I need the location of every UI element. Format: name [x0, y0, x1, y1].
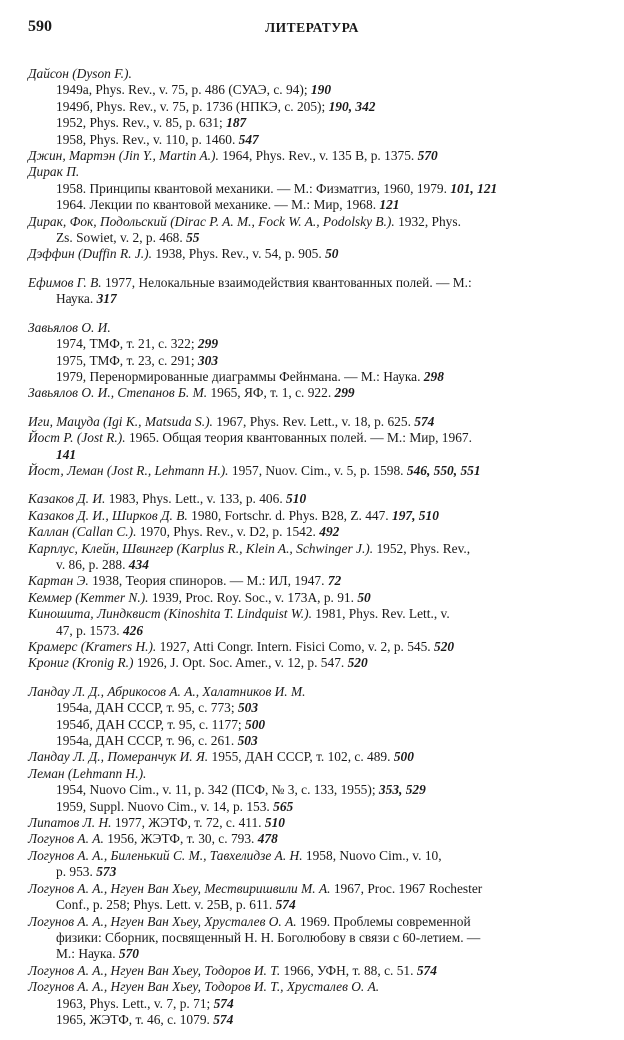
author-name: Липатов Л. Н. [28, 815, 112, 831]
bibliography-line [28, 82, 588, 98]
page-reference: 574 [414, 413, 435, 429]
citation-text: 1979, Перенормированные диаграммы Фейнмана. — М.: Наука. [56, 368, 421, 384]
citation-text: 1958, Nuovo Cim., v. 10, [305, 847, 442, 863]
bibliography-line [28, 197, 588, 213]
citation-text: 1949б, Phys. Rev., v. 75, p. 1736 (НПКЭ, с. 205); [56, 98, 326, 114]
citation-text: 1980, Fortschr. d. Phys. B28, Z. 447. [191, 507, 389, 523]
citation-text: 1965, ЯФ, т. 1, с. 922. [210, 385, 332, 401]
bibliography-line [28, 881, 588, 897]
page-reference: 197, 510 [392, 507, 439, 523]
citation-text: 1954a, ДАН СССР, т. 96, с. 261. [56, 733, 235, 749]
author-name: Леман (Lehmann H.). [28, 765, 147, 781]
author-name: Логунов А. А., Биленький С. М., Тавхелидзе А. Н. [28, 847, 303, 863]
bibliography-line [28, 66, 588, 82]
citation-text: 1958, Phys. Rev., v. 110, p. 1460. [56, 131, 236, 147]
page-reference: 478 [257, 831, 278, 847]
citation-text: 1939, Proc. Roy. Soc., v. 173A, p. 91. [151, 589, 354, 605]
bibliography-line [28, 246, 588, 262]
author-name: Ландау Л. Д., Абрикосов А. А., Халатников И. М. [28, 683, 306, 699]
author-name: Логунов А. А., Нгуен Ван Хьеу, Тодоров И. Т. [28, 962, 281, 978]
author-name: Киношита, Линдквист (Kinoshita T. Lindquist W.). [28, 606, 312, 622]
bibliography-line [28, 275, 588, 291]
page-reference: 434 [128, 556, 149, 572]
citation-text: 1964, Phys. Rev., v. 135 B, p. 1375. [222, 148, 415, 164]
bibliography-line [28, 623, 588, 639]
bibliography-line [28, 946, 588, 962]
author-name: Йост, Леман (Jost R., Lehmann H.). [28, 462, 229, 478]
bibliography-line [28, 815, 588, 831]
bibliography-line [28, 733, 588, 749]
bibliography-line [28, 864, 588, 880]
bibliography-line [28, 524, 588, 540]
page-reference: 50 [357, 589, 371, 605]
bibliography-group [28, 320, 588, 402]
citation-text: 1981, Phys. Rev. Lett., v. [315, 606, 450, 622]
citation-text: 1965. Общая теория квантованных полей. — М.: Мир, 1967. [128, 430, 472, 446]
citation-text: 1952, Phys. Rev., [376, 540, 471, 556]
author-name: Карплус, Клейн, Швингер (Karplus R., Klein A., Schwinger J.). [28, 540, 374, 556]
page-reference: 546, 550, 551 [406, 462, 481, 478]
page-reference: 520 [347, 655, 368, 671]
page-reference: 520 [434, 639, 455, 654]
author-name: Завьялов О. И. [28, 319, 111, 335]
author-name: Казаков Д. И. [28, 491, 106, 507]
bibliography-line [28, 684, 588, 700]
page-reference: 299 [334, 385, 355, 401]
bibliography-group [28, 275, 588, 308]
page-reference: 574 [213, 1011, 234, 1027]
author-name: Ефимов Г. В. [28, 274, 102, 290]
citation-text: 1927, Atti Congr. Intern. Fisici Como, v. 2, p. 545. [159, 639, 431, 654]
bibliography-line [28, 700, 588, 716]
citation-text: 1970, Phys. Rev., v. D2, p. 1542. [139, 524, 316, 540]
bibliography-line [28, 831, 588, 847]
bibliography-line [28, 132, 588, 148]
author-name: Логунов А. А., Нгуен Ван Хьеу, Мествиришвили М. А. [28, 880, 331, 896]
page-reference: 101, 121 [450, 180, 498, 196]
bibliography-line [28, 655, 588, 671]
citation-text: 1954a, ДАН СССР, т. 95, с. 773; [56, 700, 235, 716]
author-name: Дэффин (Duffin R. J.). [28, 246, 152, 262]
citation-text: Zs. Sowiet, v. 2, p. 468. [56, 230, 183, 246]
citation-text: физики: Сборник, посвященный Н. Н. Боголюбову в связи с 60-летием. — [56, 929, 481, 945]
bibliography-line [28, 766, 588, 782]
bibliography-group [28, 414, 588, 480]
page-title: ЛИТЕРАТУРА [265, 20, 359, 35]
author-name: Казаков Д. И., Ширков Д. В. [28, 507, 188, 523]
citation-text: 1969. Проблемы современной [300, 913, 471, 929]
page-reference: 187 [226, 115, 247, 131]
author-name: Каллан (Callan C.). [28, 524, 137, 540]
citation-text: М.: Наука. [56, 946, 116, 962]
page-reference: 574 [416, 962, 437, 978]
citation-text: 1938, Phys. Rev., v. 54, p. 905. [155, 246, 322, 262]
page-reference: 573 [96, 864, 117, 880]
bibliography-line [28, 717, 588, 733]
bibliography-line [28, 914, 588, 930]
bibliography-group [28, 66, 588, 263]
bibliography-line [28, 979, 588, 995]
bibliography-line [28, 291, 588, 307]
bibliography-line [28, 491, 588, 507]
bibliography-line [28, 447, 588, 463]
page-reference: 72 [327, 573, 342, 589]
bibliography-line [28, 508, 588, 524]
page-reference: 426 [122, 622, 144, 638]
bibliography-line [28, 963, 588, 979]
bibliography-group [28, 684, 588, 1029]
author-name: Крамерс (Kramers H.). [28, 639, 157, 654]
page-reference: 50 [325, 246, 339, 262]
page-reference: 190 [310, 82, 332, 98]
bibliography-line [28, 606, 588, 622]
bibliography-line [28, 115, 588, 131]
page-reference: 574 [275, 897, 296, 913]
bibliography-line [28, 230, 588, 246]
page-reference: 303 [197, 352, 219, 368]
page-reference: 492 [319, 524, 340, 540]
page-reference: 500 [393, 749, 414, 765]
bibliography-line [28, 414, 588, 430]
citation-text: 1957, Nuov. Cim., v. 5, p. 1598. [231, 462, 404, 478]
page-reference: 190, 342 [328, 98, 376, 114]
page-reference: 500 [245, 716, 266, 732]
citation-text: 1949a, Phys. Rev., v. 75, p. 486 (СУАЭ, с. 94); [56, 82, 308, 98]
citation-text: 1977, ЖЭТФ, т. 72, с. 411. [114, 815, 262, 831]
author-name: Картан Э. [28, 573, 89, 589]
citation-text: Наука. [56, 291, 94, 307]
page-reference: 570 [417, 148, 438, 164]
bibliography-line [28, 353, 588, 369]
bibliography-line [28, 541, 588, 557]
citation-text: 1964. Лекции по квантовой механике. — М.: Мир, 1968. [56, 197, 377, 213]
author-name: Ландау Л. Д., Померанчук И. Я. [28, 749, 209, 765]
citation-text: p. 953. [56, 864, 93, 880]
author-name: Джин, Мартэн (Jin Y., Martin A.). [28, 148, 219, 164]
page-reference: 141 [56, 446, 77, 462]
citation-text: 1965, ЖЭТФ, т. 46, с. 1079. [56, 1011, 210, 1027]
bibliography-line [28, 214, 588, 230]
page-reference: 570 [118, 946, 139, 962]
bibliography-line [28, 320, 588, 336]
page-reference: 298 [423, 368, 444, 384]
citation-text: 1955, ДАН СССР, т. 102, с. 489. [211, 749, 391, 765]
citation-text: 1959, Suppl. Nuovo Cim., v. 14, p. 153. [56, 798, 270, 814]
citation-text: 1956, ЖЭТФ, т. 30, с. 793. [107, 831, 255, 847]
bibliography-line [28, 590, 588, 606]
bibliography-line [28, 848, 588, 864]
bibliography-line [28, 385, 588, 401]
page-header [28, 18, 596, 42]
citation-text: 47, p. 1573. [56, 622, 120, 638]
citation-text: 1983, Phys. Lett., v. 133, p. 406. [108, 491, 283, 507]
bibliography-line [28, 749, 588, 765]
bibliography-line [28, 463, 588, 479]
citation-text: 1938, Теория спиноров. — М.: ИЛ, 1947. [92, 573, 325, 589]
citation-text: Conf., p. 258; Phys. Lett. v. 25B, p. 611. [56, 897, 273, 913]
page-reference: 503 [237, 733, 258, 749]
bibliography-line [28, 996, 588, 1012]
bibliography-line [28, 573, 588, 589]
bibliography-line [28, 369, 588, 385]
citation-text: 1967, Phys. Rev. Lett., v. 18, p. 625. [216, 413, 411, 429]
page-reference: 510 [286, 491, 307, 507]
author-name: Дирак, Фок, Подольский (Dirac P. A. M., Fock W. A., Podolsky B.). [28, 213, 395, 229]
citation-text: 1954б, ДАН СССР, т. 95, с. 1177; [56, 716, 242, 732]
page-reference: 317 [96, 291, 117, 307]
author-name: Логунов А. А. [28, 831, 104, 847]
bibliography-line [28, 930, 588, 946]
bibliography-line [28, 164, 588, 180]
page-reference: 565 [273, 798, 294, 814]
page-number: 590 [28, 18, 52, 35]
bibliography-line [28, 99, 588, 115]
page-reference: 55 [186, 230, 200, 246]
citation-text: 1952, Phys. Rev., v. 85, p. 631; [56, 115, 223, 131]
citation-text: 1967, Proc. 1967 Rochester [333, 880, 483, 896]
bibliography-line [28, 181, 588, 197]
citation-text: 1974, ТМФ, т. 21, с. 322; [56, 336, 195, 352]
citation-text: 1958. Принципы квантовой механики. — М.: Физматгиз, 1960, 1979. [56, 180, 447, 196]
page-reference: 353, 529 [378, 782, 426, 798]
citation-text: 1975, ТМФ, т. 23, с. 291; [56, 352, 195, 368]
bibliography-line [28, 1012, 588, 1028]
author-name: Крониг (Kronig R.) [28, 655, 134, 671]
page-reference: 510 [264, 815, 285, 831]
author-name: Иги, Мацуда (Igi K., Matsuda S.). [28, 413, 213, 429]
bibliography-line [28, 799, 588, 815]
author-name: Дайсон (Dyson F.). [28, 66, 132, 81]
page-reference: 547 [238, 131, 259, 147]
citation-text: 1963, Phys. Lett., v. 7, p. 71; [56, 995, 211, 1011]
page-reference: 574 [213, 995, 234, 1011]
page-reference: 121 [379, 197, 400, 213]
citation-text: 1977, Нелокальные взаимодействия квантованных полей. — М.: [104, 274, 472, 290]
author-name: Кеммер (Kemmer N.). [28, 589, 149, 605]
bibliography-line [28, 148, 588, 164]
author-name: Завьялов О. И., Степанов Б. М. [28, 385, 208, 401]
page-reference: 299 [197, 336, 219, 352]
bibliography-line [28, 782, 588, 798]
author-name: Логунов А. А., Нгуен Ван Хьеу, Хрусталев О. А. [28, 913, 297, 929]
author-name: Дирак П. [28, 164, 80, 180]
bibliography-line [28, 336, 588, 352]
bibliography-group [28, 491, 588, 671]
citation-text: 1966, УФН, т. 88, с. 51. [283, 962, 414, 978]
citation-text: v. 86, p. 288. [56, 556, 126, 572]
author-name: Йост Р. (Jost R.). [28, 430, 126, 446]
bibliography-line [28, 639, 588, 655]
citation-text: 1932, Phys. [398, 213, 461, 229]
bibliography-line [28, 557, 588, 573]
page-reference: 503 [237, 700, 259, 716]
citation-text: 1926, J. Opt. Soc. Amer., v. 12, p. 547. [136, 655, 345, 671]
author-name: Логунов А. А., Нгуен Ван Хьеу, Тодоров И. Т., Хрусталев О. А. [28, 979, 380, 995]
bibliography-list [28, 66, 588, 1040]
citation-text: 1954, Nuovo Cim., v. 11, p. 342 (ПСФ, № 3, с. 133, 1955); [56, 782, 376, 798]
bibliography-line [28, 897, 588, 913]
bibliography-line [28, 430, 588, 446]
